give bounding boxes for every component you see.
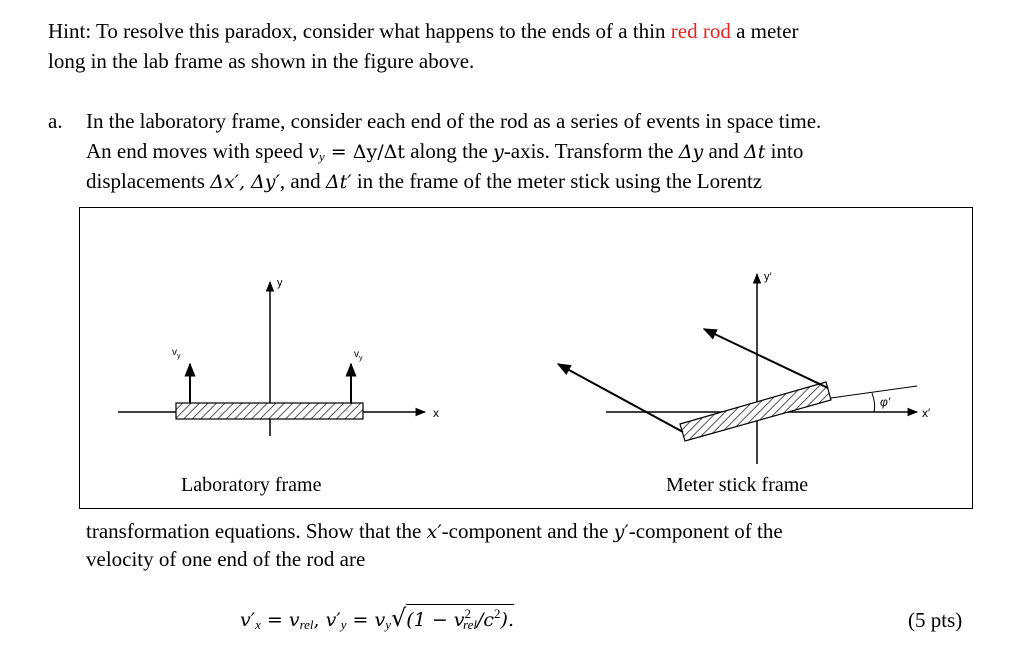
meter-x-label: x′ — [922, 406, 931, 420]
hint-line-2: long in the lab frame as shown in the figure above. — [48, 49, 475, 73]
lab-rod — [176, 403, 363, 419]
figure-box — [79, 207, 973, 509]
figure-svg — [80, 208, 972, 508]
lab-frame-label: Laboratory frame — [181, 474, 322, 496]
part-a-line-1: In the laboratory frame, consider each end of the rod as a series of events in space time. — [86, 109, 822, 133]
meter-frame-label: Meter stick frame — [666, 474, 809, 496]
part-a-line-3: displacements Δx′, Δy′, and Δt′ in the frame of the meter stick using the Lorentz — [86, 169, 763, 193]
lab-vy-left-label: $v_y$ — [172, 347, 181, 360]
part-a-line-2: An end moves with speed $v_y = \Delta y/\Delta t$ along the y-axis. Transform the Δy and Δt into — [86, 139, 804, 164]
velocity-formula: $v'_x = v_{rel}$, $v'_y = v_y√(1 - v^2_{rel}/c^2)$. — [240, 604, 514, 632]
meter-velocity-left-arrow — [558, 364, 683, 432]
part-a-marker: a. — [48, 109, 63, 133]
phi-reference-line — [831, 386, 917, 398]
phi-angle-arc — [872, 393, 875, 412]
points-label: (5 pts) — [908, 608, 963, 632]
meter-velocity-right-arrow — [704, 329, 828, 388]
lab-x-label: x — [433, 406, 439, 420]
red-rod-text: red rod — [670, 19, 731, 43]
lab-y-label: y — [277, 277, 283, 289]
part-a-line-4: transformation equations. Show that the x′-component and the y′-component of the — [86, 519, 783, 543]
hint-line-1: Hint: To resolve this paradox, consider what happens to the ends of a thin red rod a meter — [48, 19, 799, 43]
part-a-line-5: velocity of one end of the rod are — [86, 547, 366, 571]
phi-label: φ′ — [880, 395, 891, 409]
meter-y-label: y′ — [764, 271, 772, 283]
lab-vy-right-label: $v_y$ — [354, 349, 363, 362]
